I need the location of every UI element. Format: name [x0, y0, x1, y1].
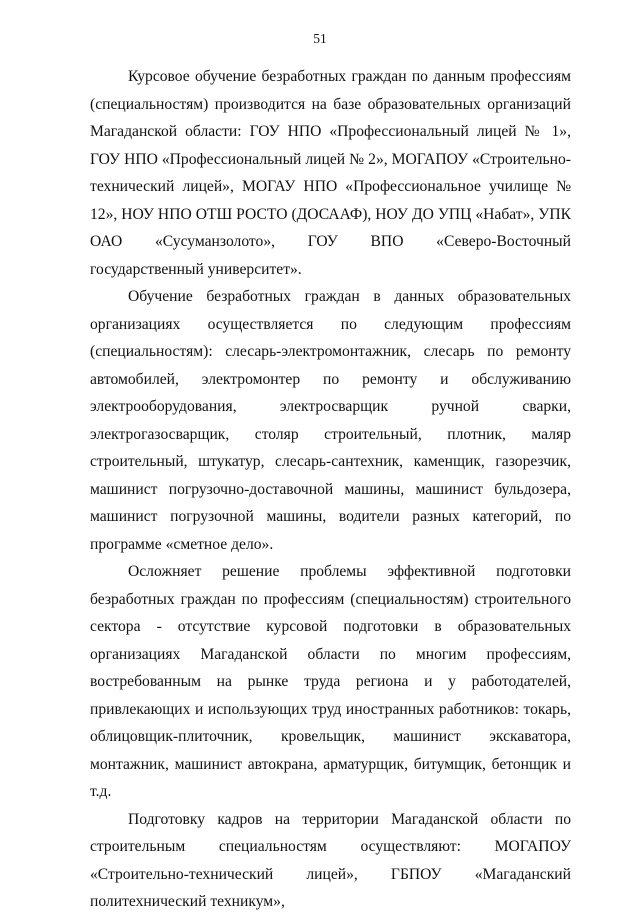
paragraph-construction-training: Подготовку кадров на территории Магаданской области по строительным специальностям осуществляют: МОГАПОУ «Строительно-технический лицей», ГБПОУ «Магаданский политехнический техникум»,	[90, 810, 571, 910]
document-body	[90, 63, 571, 916]
paragraph-professions-list: Обучение безработных граждан в данных образовательных организациях осуществляется по следующим профессиям (специальностям): слесарь-электромонтажник, слесарь по ремонту автомобилей, электромонтер по ремонту и обслуживанию электрооборудования, электросварщик ручной сварки, электрогазосварщик, столяр строительный, плотник, маляр строительный, штукатур, слесарь-сантехник, каменщик, газорезчик, машинист погрузочно-доставочной машины, машинист бульдозера, машинист погрузочной машины, водители разных категорий, по программе «сметное дело».	[90, 288, 571, 553]
paragraph-courses-base: Курсовое обучение безработных граждан по данным профессиям (специальностям) производится на базе образовательных организаций Магаданской области: ГОУ НПО «Профессиональный лицей № 1», ГОУ НПО «Профессиональный лицей № 2», МОГАПОУ «Строительно-технический лицей», МОГАУ НПО «Профессиональное училище № 12», НОУ НПО ОТШ РОСТО (ДОСААФ), НОУ ДО УПЦ «Набат», УПК ОАО «Сусуманзолото», ГОУ ВПО «Северо-Восточный государственный университет».	[90, 68, 571, 278]
page-number: 51	[313, 31, 327, 46]
paragraph-training-problem: Осложняет решение проблемы эффективной подготовки безработных граждан по профессиям (специальностям) строительного сектора - отсутствие курсовой подготовки в образовательных организациях Магаданской области по многим профессиям, востребованным на рынке труда региона и у работодателей, привлекающих и использующих труд иностранных работников: токарь, облицовщик-плиточник, кровельщик, машинист экскаватора, монтажник, машинист автокрана, арматурщик, битумщик, бетонщик и т.д.	[90, 563, 571, 800]
